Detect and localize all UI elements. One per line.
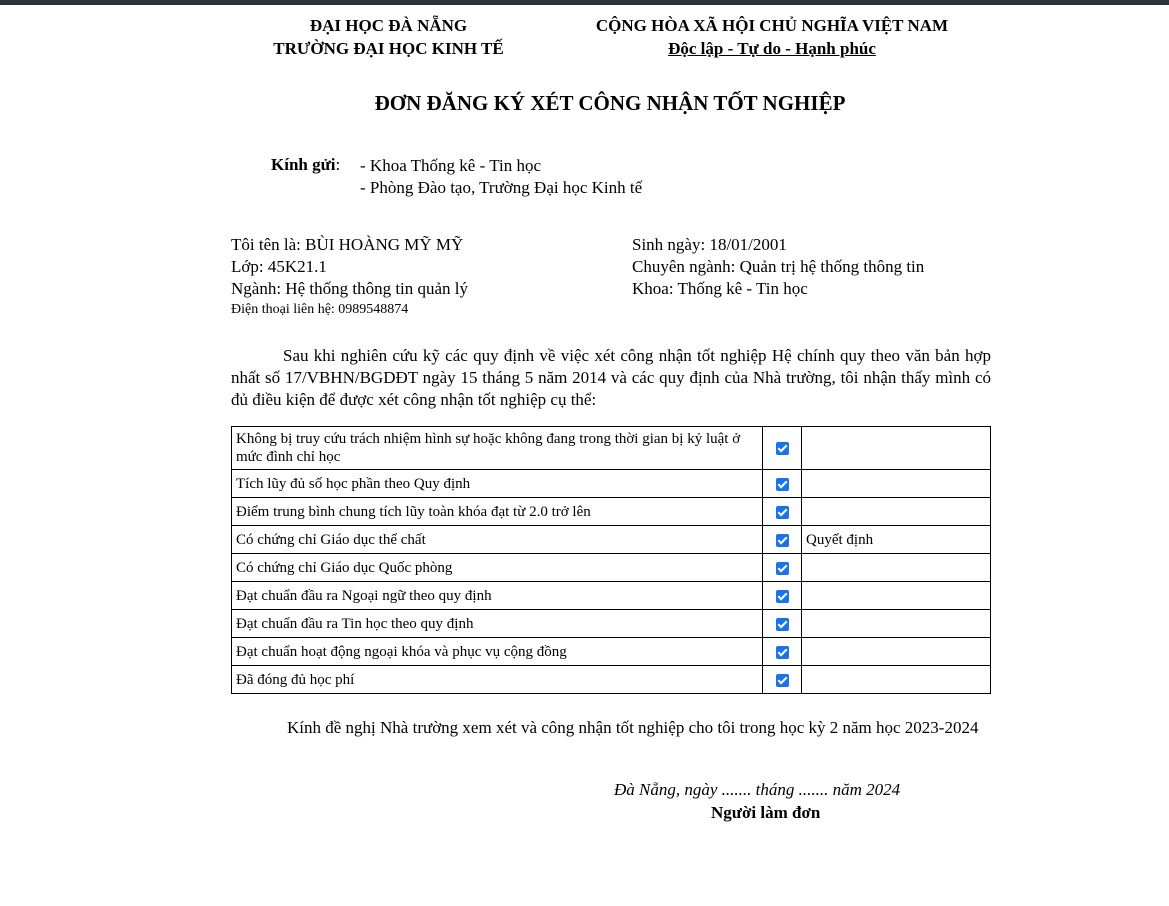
criteria-text: Điểm trung bình chung tích lũy toàn khóa đạt từ 2.0 trở lên — [232, 498, 763, 526]
criteria-note[interactable] — [802, 554, 991, 582]
table-row — [232, 666, 991, 694]
student-info-left — [231, 234, 468, 320]
student-info-right — [632, 234, 924, 300]
student-specialization: Chuyên ngành: Quản trị hệ thống thông tin — [632, 257, 925, 276]
checkbox[interactable] — [776, 618, 789, 631]
table-row — [232, 498, 991, 526]
student-name: Tôi tên là: BÙI HOÀNG MỸ MỸ — [231, 235, 464, 254]
university-name: ĐẠI HỌC ĐÀ NẴNG — [309, 16, 468, 35]
recipients-label — [271, 155, 340, 175]
criteria-note[interactable] — [802, 666, 991, 694]
criteria-checkbox-cell — [763, 638, 802, 666]
national-motto: Độc lập - Tự do - Hạnh phúc — [668, 39, 876, 58]
table-row — [232, 638, 991, 666]
criteria-checkbox-cell — [763, 610, 802, 638]
checkbox[interactable] — [776, 534, 789, 547]
university-header — [252, 14, 525, 60]
table-row — [232, 582, 991, 610]
criteria-note[interactable] — [802, 610, 991, 638]
checkbox[interactable] — [776, 478, 789, 491]
criteria-note[interactable] — [802, 582, 991, 610]
criteria-text: Không bị truy cứu trách nhiệm hình sự hoặc không đang trong thời gian bị kỷ luật ở mức đình chỉ học — [232, 427, 763, 470]
table-row — [232, 554, 991, 582]
criteria-table — [231, 426, 991, 694]
criteria-text: Đạt chuẩn hoạt động ngoại khóa và phục vụ cộng đồng — [232, 638, 763, 666]
criteria-note[interactable]: Quyết định — [802, 526, 991, 554]
checkbox[interactable] — [776, 674, 789, 687]
signature-date: Đà Nẵng, ngày ....... tháng ....... năm 2024 — [614, 780, 901, 799]
criteria-note[interactable] — [802, 427, 991, 470]
student-faculty: Khoa: Thống kê - Tin học — [632, 279, 808, 298]
criteria-text: Đạt chuẩn đầu ra Tin học theo quy định — [232, 610, 763, 638]
intro-paragraph: Sau khi nghiên cứu kỹ các quy định về việc xét công nhận tốt nghiệp Hệ chính quy theo văn bản hợp nhất số 17/VBHN/BGDĐT ngày 15 tháng 5 năm 2014 và các quy định của Nhà trường, tôi nhận thấy mình có đủ điều kiện để được xét công nhận tốt nghiệp cụ thể: — [231, 346, 991, 409]
national-header — [560, 14, 984, 60]
criteria-text: Đã đóng đủ học phí — [232, 666, 763, 694]
criteria-checkbox-cell — [763, 582, 802, 610]
recipients-colon: : — [335, 155, 341, 174]
criteria-checkbox-cell — [763, 526, 802, 554]
form-page — [0, 5, 1169, 906]
criteria-note[interactable] — [802, 470, 991, 498]
criteria-checkbox-cell — [763, 470, 802, 498]
criteria-text: Tích lũy đủ số học phần theo Quy định — [232, 470, 763, 498]
student-major: Ngành: Hệ thống thông tin quản lý — [231, 279, 469, 298]
recipient-item: - Phòng Đào tạo, Trường Đại học Kinh tế — [360, 178, 643, 197]
criteria-note[interactable] — [802, 498, 991, 526]
student-class: Lớp: 45K21.1 — [231, 257, 327, 276]
table-row — [232, 526, 991, 554]
signer-title: Người làm đơn — [711, 803, 821, 822]
school-name: TRƯỜNG ĐẠI HỌC KINH TẾ — [273, 39, 504, 58]
criteria-checkbox-cell — [763, 427, 802, 470]
checkbox[interactable] — [776, 562, 789, 575]
student-dob: Sinh ngày: 18/01/2001 — [632, 235, 787, 254]
checkbox[interactable] — [776, 646, 789, 659]
country-name: CỘNG HÒA XÃ HỘI CHỦ NGHĨA VIỆT NAM — [595, 16, 949, 35]
form-title: ĐƠN ĐĂNG KÝ XÉT CÔNG NHẬN TỐT NGHIỆP — [374, 91, 846, 115]
recipients-list — [360, 155, 642, 199]
table-row — [232, 427, 991, 470]
table-row — [232, 470, 991, 498]
student-phone: Điện thoại liên hệ: 0989548874 — [231, 302, 409, 317]
recipient-item: - Khoa Thống kê - Tin học — [360, 156, 542, 175]
criteria-text: Đạt chuẩn đầu ra Ngoại ngữ theo quy định — [232, 582, 763, 610]
checkbox[interactable] — [776, 506, 789, 519]
table-row — [232, 610, 991, 638]
criteria-checkbox-cell — [763, 498, 802, 526]
closing-paragraph: Kính đề nghị Nhà trường xem xét và công nhận tốt nghiệp cho tôi trong học kỳ 2 năm học 2023-2024 — [287, 718, 979, 737]
criteria-text: Có chứng chỉ Giáo dục Quốc phòng — [232, 554, 763, 582]
criteria-text: Có chứng chỉ Giáo dục thể chất — [232, 526, 763, 554]
checkbox[interactable] — [776, 590, 789, 603]
recipients-label-text: Kính gửi — [271, 155, 336, 174]
checkbox[interactable] — [776, 442, 789, 455]
criteria-note[interactable] — [802, 638, 991, 666]
criteria-checkbox-cell — [763, 666, 802, 694]
criteria-checkbox-cell — [763, 554, 802, 582]
